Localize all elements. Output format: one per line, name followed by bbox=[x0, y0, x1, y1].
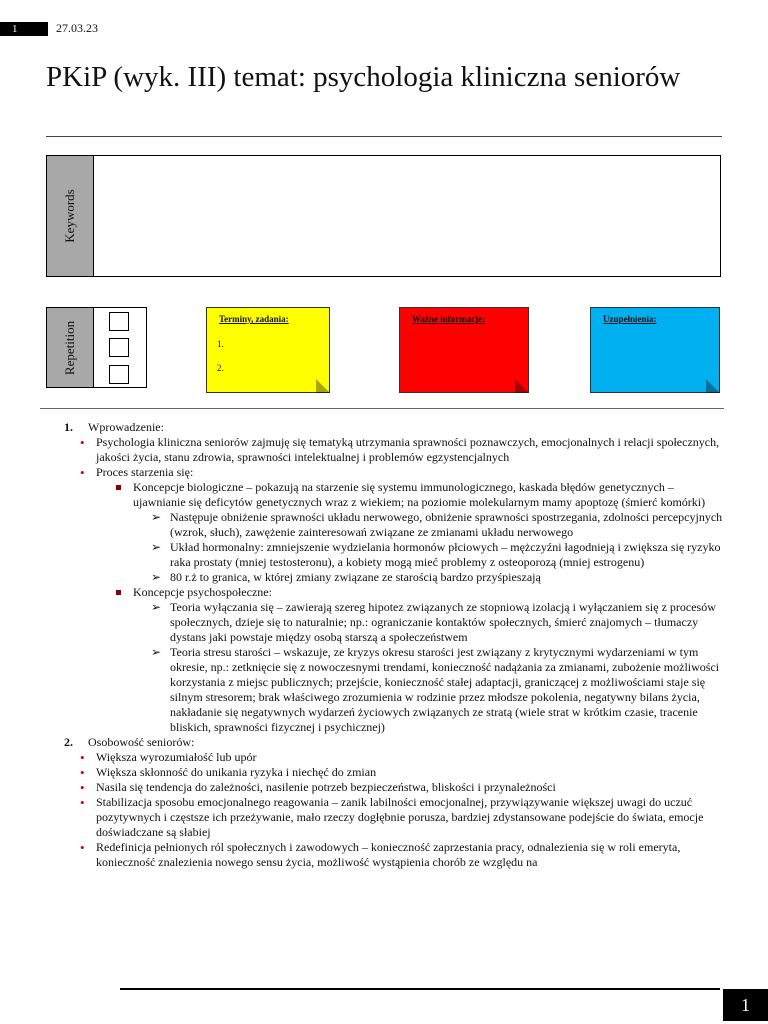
note-title: Terminy, zadania: bbox=[219, 314, 289, 324]
section-number: 2. bbox=[64, 735, 73, 749]
repetition-label: Repetition bbox=[62, 320, 77, 375]
note-fold bbox=[515, 379, 529, 393]
section-heading-1 bbox=[0, 420, 768, 435]
repetition-checkbox-1[interactable] bbox=[109, 312, 129, 331]
list-item: • Redefinicja pełnionych ról społecznych i zawodowych – konieczność zaprzestania pracy, odnalezienia się w roli emeryta, konieczność znalezienia nowego sensu życia, możliwość wystąpienia chorób ze względu na bbox=[0, 840, 768, 870]
note-supplements bbox=[590, 307, 720, 393]
section-divider bbox=[40, 408, 724, 409]
list-item: Koncepcje biologiczne – pokazują na starzenie się systemu immunologicznego, kaskada błędów genetycznych – ujawnianie się deficytów genetycznych wraz z wiekiem; na poziomie molekularnym mamy apoptozę (śmierć komórki) bbox=[0, 480, 768, 510]
section-heading-2 bbox=[0, 735, 768, 750]
repetition-checkbox-3[interactable] bbox=[109, 365, 129, 384]
title-divider bbox=[46, 136, 722, 137]
list-item: • Psychologia kliniczna seniorów zajmuję się tematyką utrzymania sprawności poznawczych, emocjonalnych i relacji społecznych, jakości życia, stanu zdrowia, sprawności intelektualnej i problemów egzystencjalnych bbox=[0, 435, 768, 465]
repetition-checkbox-2[interactable] bbox=[109, 338, 129, 357]
page-number: 1 bbox=[723, 989, 768, 1021]
list-item: Koncepcje psychospołeczne: bbox=[0, 585, 768, 600]
list-item: ➢ Teoria stresu starości – wskazuje, ze kryzys okresu starości jest związany z krytycznymi wydarzeniami w tym okresie, np.: zetknięcie się z nowoczesnymi trendami, konieczność nadążania za zmianami, zubożenie możliwości korzystania z miejsc publicznych; przejście, konieczność stałej adaptacji, graniczącej z możliwościami staje się silnym stresorem; brak właściwego zrozumienia w rodzinie przez młodsze pokolenia, negatywny bilans życia, nakładanie się negatywnych wydarzeń życiowych związanych ze stratą (wiele strat w krótkim czasie, tracenie bliskich, sprawności fizycznej i psychicznej) bbox=[0, 645, 768, 735]
note-fold bbox=[316, 379, 330, 393]
note-terms-tasks bbox=[206, 307, 330, 393]
repetition-box bbox=[46, 307, 147, 388]
list-item: • Proces starzenia się: bbox=[0, 465, 768, 480]
header-page-label: 1 bbox=[0, 22, 48, 36]
header-date: 27.03.23 bbox=[56, 21, 98, 35]
notes-content bbox=[0, 420, 768, 870]
keywords-label: Keywords bbox=[62, 189, 77, 243]
page-title: PKiP (wyk. III) temat: psychologia kliniczna seniorów bbox=[46, 61, 681, 93]
note-line-1: 1. bbox=[217, 339, 224, 349]
section-title: Osobowość seniorów: bbox=[88, 735, 195, 749]
note-title: Ważne informacje: bbox=[412, 314, 486, 324]
list-item: ➢ Teoria wyłączania się – zawierają szereg hipotez związanych ze stopniową izolacją i wyłączaniem się z procesów społecznych, dzieje się to naturalnie; np.: ograniczanie kontaktów społecznych, śmierć znajomych – tłumaczy dystans jaki powstaje między osobą starszą a społeczeństwem bbox=[0, 600, 768, 645]
list-item: ➢ 80 r.ż to granica, w której zmiany związane ze starością bardzo przyśpieszają bbox=[0, 570, 768, 585]
list-item: ➢ Następuje obniżenie sprawności układu nerwowego, obniżenie sprawności spostrzegania, zdolności percepcyjnych (wzrok, słuch), zawężenie zainteresowań związane ze zmianami układu nerwowego bbox=[0, 510, 768, 540]
list-item: • Stabilizacja sposobu emocjonalnego reagowania – zanik labilności emocjonalnej, przywiązywanie większej uwagi do uczuć pozytywnych i częstsze ich przeżywanie, mało rzeczy dogłębnie porusza, bardziej zdystansowane podejście do świata, emocje doświadczane są słabiej bbox=[0, 795, 768, 840]
list-item: • Większa wyrozumiałość lub upór bbox=[0, 750, 768, 765]
list-item: ➢ Układ hormonalny: zmniejszenie wydzielania hormonów płciowych – mężczyźni łagodnieją i zwiększa się ryzyko raka prostaty (mniej testosteronu), a kobiety mogą mieć problemy z osteoporozą (mniej estrogenu) bbox=[0, 540, 768, 570]
repetition-tab bbox=[47, 308, 94, 387]
keywords-tab bbox=[47, 156, 94, 276]
footer-divider bbox=[120, 988, 720, 990]
section-number: 1. bbox=[64, 420, 73, 434]
note-important-info bbox=[399, 307, 529, 393]
note-title: Uzupełnienia: bbox=[603, 314, 657, 324]
section-title: Wprowadzenie: bbox=[88, 420, 164, 434]
list-item: • Nasila się tendencja do zależności, nasilenie potrzeb bezpieczeństwa, bliskości i przynależności bbox=[0, 780, 768, 795]
note-line-2: 2. bbox=[217, 363, 224, 373]
list-item: • Większa skłonność do unikania ryzyka i niechęć do zmian bbox=[0, 765, 768, 780]
note-fold bbox=[706, 379, 720, 393]
keywords-box bbox=[46, 155, 721, 277]
